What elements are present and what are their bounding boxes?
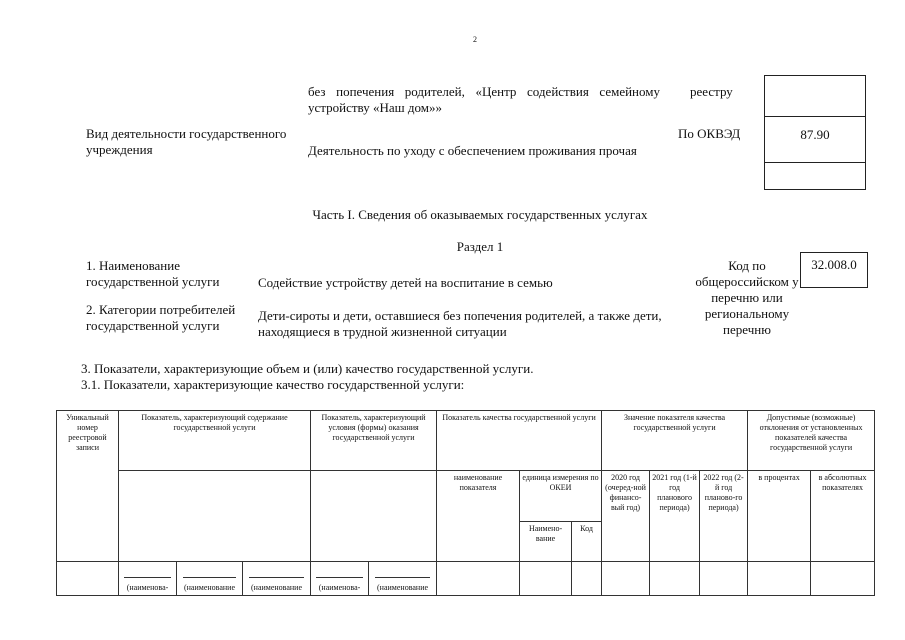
header-year-2021: 2021 год (1-й год планового периода): [650, 471, 700, 561]
activity-label: Вид деятельности государственного учреждения: [86, 126, 287, 157]
activity-value: Деятельность по уходу с обеспечением проживания прочая: [308, 143, 637, 158]
header-year-2020: 2020 год (очеред-ной финансо-вый год): [602, 471, 650, 561]
header-absolute: в абсолютных показателях: [811, 471, 875, 561]
header-unique-number: Уникальный номер реестровой записи: [57, 411, 119, 562]
consumers-label: 2. Категории потребителей государственной услуги: [86, 302, 236, 333]
sub-empty: [700, 561, 748, 595]
code-box-registry: [764, 75, 866, 117]
section-title: Раздел 1: [456, 239, 504, 254]
header-quality-value: Значение показателя качества государственной услуги: [602, 411, 748, 471]
header-unit: единица измерения по ОКЕИ: [520, 471, 602, 521]
sub-empty: [572, 561, 602, 595]
institution-name-continuation: без попечения родителей, «Центр содействия семейному устройству «Наш дом»»: [308, 84, 660, 115]
header-unit-name: Наимено-вание: [520, 521, 572, 561]
consumers-value: Дети-сироты и дети, оставшиеся без попечения родителей, а также дети, находящиеся в трудной жизненной ситуации: [258, 308, 662, 339]
quality-indicators-table: [56, 410, 875, 596]
sub-empty: [748, 561, 811, 595]
part-title: Часть I. Сведения об оказываемых государственных услугах: [312, 207, 648, 222]
sub-conditions-2: (наименование: [369, 561, 437, 595]
sub-content-3: (наименование: [243, 561, 311, 595]
okved-code: 87.90: [800, 127, 830, 142]
service-code: 32.008.0: [811, 257, 857, 272]
sub-empty: [57, 561, 119, 595]
conditions-empty-cell: [311, 471, 437, 561]
service-name-value: Содействие устройству детей на воспитание в семью: [258, 275, 553, 290]
header-year-2022: 2022 год (2-й год планово-го периода): [700, 471, 748, 561]
sub-empty: [811, 561, 875, 595]
quality-heading: 3.1. Показатели, характеризующие качество государственной услуги:: [81, 377, 465, 392]
okved-code-box: [764, 116, 866, 163]
header-content-indicator: Показатель, характеризующий содержание государственной услуги: [119, 411, 311, 471]
code-label: Код по общероссийском у перечню или региональному перечню: [695, 258, 799, 337]
header-percent: в процентах: [748, 471, 811, 561]
sub-empty: [602, 561, 650, 595]
sub-conditions-1: (наименова-: [311, 561, 369, 595]
header-indicator-name: наименование показателя: [437, 471, 520, 561]
service-code-box: [800, 252, 868, 288]
indicators-heading: 3. Показатели, характеризующие объем и (или) качество государственной услуги.: [81, 361, 534, 376]
okved-label: По ОКВЭД: [678, 126, 741, 141]
header-unit-code: Код: [572, 521, 602, 561]
header-quality-indicator: Показатель качества государственной услуги: [437, 411, 602, 471]
service-name-label: 1. Наименование государственной услуги: [86, 258, 220, 289]
sub-empty: [520, 561, 572, 595]
header-conditions-indicator: Показатель, характеризующий условия (формы) оказания государственной услуги: [311, 411, 437, 471]
sub-content-2: (наименование: [177, 561, 243, 595]
code-box-empty: [764, 162, 866, 190]
page-number: 2: [473, 35, 477, 44]
header-deviation: Допустимые (возможные) отклонения от установленных показателей качества государственной услуги: [748, 411, 875, 471]
sub-empty: [650, 561, 700, 595]
content-empty-cell: [119, 471, 311, 561]
sub-content-1: (наименова-: [119, 561, 177, 595]
registry-label: реестру: [690, 84, 733, 99]
sub-empty: [437, 561, 520, 595]
